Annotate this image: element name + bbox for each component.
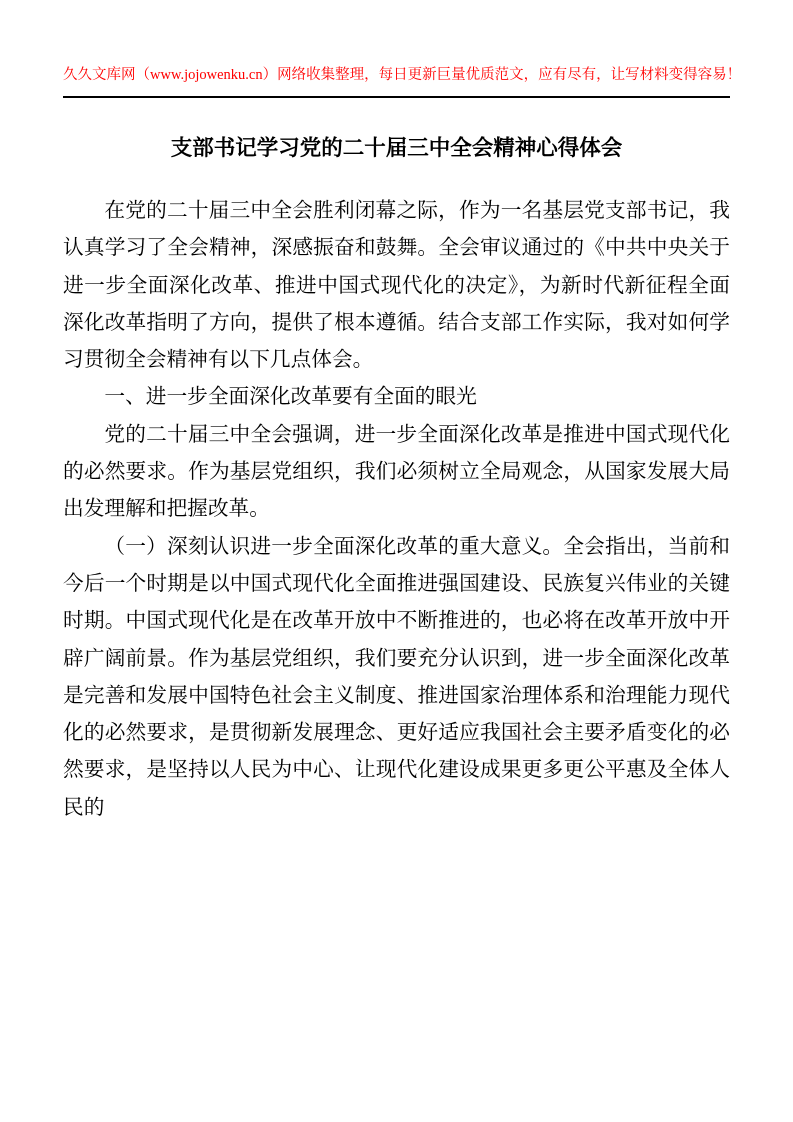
page-header [63, 65, 742, 98]
body-paragraph: （一）深刻认识进一步全面深化改革的重大意义。全会指出，当前和今后一个时期是以中国式现代化全面推进强国建设、民族复兴伟业的关键时期。中国式现代化是在改革开放中不断推进的，也必将在改革开放中开辟广阔前景。作为基层党组织，我们要充分认识到，进一步全面深化改革是完善和发展中国特色社会主义制度、推进国家治理体系和治理能力现代化的必然要求，是贯彻新发展理念、更好适应我国社会主要矛盾变化的必然要求，是坚持以人民为中心、让现代化建设成果更多更公平惠及全体人民的 [63, 535, 730, 819]
body-paragraph: 在党的二十届三中全会胜利闭幕之际，作为一名基层党支部书记，我认真学习了全会精神，深感振奋和鼓舞。全会审议通过的《中共中央关于进一步全面深化改革、推进中国式现代化的决定》，为新时代新征程全面深化改革指明了方向，提供了根本遵循。结合支部工作实际，我对如何学习贯彻全会精神有以下几点体会。 [63, 200, 730, 372]
body-paragraph: 党的二十届三中全会强调，进一步全面深化改革是推进中国式现代化的必然要求。作为基层党组织，我们必须树立全局观念，从国家发展大局出发理解和把握改革。 [63, 423, 730, 521]
section-heading: 一、进一步全面深化改革要有全面的眼光 [104, 386, 477, 409]
header-notice: 久久文库网（www.jojowenku.cn）网络收集整理，每日更新巨量优质范文，应有尽有，让写材料变得容易！ [63, 67, 742, 83]
document-content [63, 193, 730, 827]
document-title: 支部书记学习党的二十届三中全会精神心得体会 [170, 136, 623, 160]
